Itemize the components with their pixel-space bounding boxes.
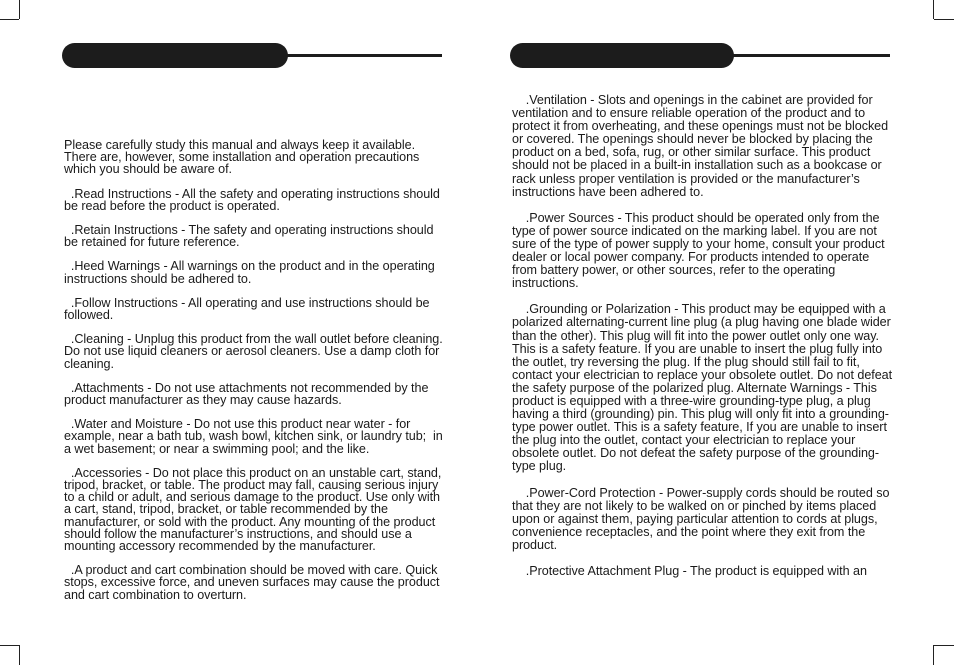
retain-instructions-paragraph: .Retain Instructions - The safety and operating instructions should be retained for future reference. (64, 223, 437, 250)
cart-combination-paragraph: .A product and cart combination should be moved with care. Quick stops, excessive force, and uneven surfaces may cause the product and cart combination to overturn. (64, 563, 443, 602)
left-column-text (64, 139, 446, 613)
water-moisture-paragraph: .Water and Moisture - Do not use this product near water - for example, near a bath tub, wash bowl, kitchen sink, or laundry tub; in a wet basement; or near a swimming pool; and the like. (64, 417, 447, 456)
ventilation-paragraph: .Ventilation - Slots and openings in the cabinet are provided for ventilation and to ensure reliable operation of the product and to protect it from overheating, and these openings must not be blocked or covered. The openings should never be blocked by placing the product on a bed, sofa, rug, or other similar surface. This product should not be placed in a built-in installation such as a bookcase or rack unless proper ventilation is provided or the manufacturer’s instructions have been adhered to. (512, 93, 892, 199)
crop-mark-top-left (19, 0, 20, 19)
right-section-header-rule (726, 54, 890, 57)
left-section-header-pill (62, 43, 288, 68)
read-instructions-paragraph: .Read Instructions - All the safety and operating instructions should be read before the product is operated. (64, 186, 444, 213)
left-section-header-rule (280, 54, 442, 57)
attachments-paragraph: .Attachments - Do not use attachments not recommended by the product manufacturer as they may cause hazards. (64, 380, 432, 408)
crop-mark-top-right-h (934, 19, 954, 20)
crop-mark-bottom-left-h (0, 645, 19, 646)
follow-instructions-paragraph: .Follow Instructions - All operating and use instructions should be followed. (64, 295, 433, 323)
heed-warnings-paragraph: .Heed Warnings - All warnings on the product and in the operating instructions should be adhered to. (64, 259, 439, 286)
crop-mark-top-right (933, 0, 934, 19)
crop-mark-bottom-right-h (934, 645, 954, 646)
right-section-header-pill (510, 43, 734, 68)
power-sources-paragraph: .Power Sources - This product should be operated only from the type of power source indicated on the marking label. If you are not sure of the type of power supply to your home, consult your product dealer or local power company. For products intended to operate from battery power, or other sources, refer to the operating instructions. (512, 210, 889, 291)
crop-mark-bottom-right (933, 645, 934, 665)
intro-paragraph: Please carefully study this manual and always keep it available. There are, however, some installation and operation precautions which you should be aware of. (64, 138, 423, 177)
power-cord-protection-paragraph: .Power-Cord Protection - Power-supply cords should be routed so that they are not likely to be walked on or pinched by items placed upon or against them, paying particular attention to cords at plugs, convenience receptacles, and the point where they exit from the product. (512, 485, 893, 552)
grounding-polarization-paragraph: .Grounding or Polarization - This product may be equipped with a polarized alternating-current line plug (a plug having one blade wider than the other). This plug will fit into the power outlet only one way. This is a safety feature. If you are unable to insert the plug fully into the outlet, try reversing the plug. If the plug should still fail to fit, contact your electrician to replace your obsolete outlet. Do not defeat the safety purpose of the polarized plug. Alternate Warnings - This product is equipped with a three-wire grounding-type plug, a plug having a third (grounding) pin. This plug will only fit into a grounding-type power outlet. This is a safety feature, If you are unable to insert the plug into the outlet, contact your electrician to replace your obsolete outlet. Do not defeat the safety purpose of the grounding-type plug. (512, 302, 896, 474)
accessories-paragraph: .Accessories - Do not place this product on an unstable cart, stand, tripod, bracket, or table. The product may fall, causing serious injury to a child or adult, and serious damage to the product. Use only with a cart, stand, tripod, bracket, or table recommended by the manufacturer, or sold with the product. Any mounting of the product should follow the manufacturer’s instructions, and should use a mounting accessory recommended by the manufacturer. (64, 465, 445, 554)
crop-mark-bottom-left (19, 645, 20, 665)
right-column-text (512, 94, 894, 591)
crop-mark-top-left-h (0, 19, 19, 20)
cleaning-paragraph: .Cleaning - Unplug this product from the wall outlet before cleaning. Do not use liquid cleaners or aerosol cleaners. Use a damp cloth for cleaning. (64, 332, 447, 371)
protective-attachment-plug-paragraph: .Protective Attachment Plug - The product is equipped with an (512, 564, 867, 578)
